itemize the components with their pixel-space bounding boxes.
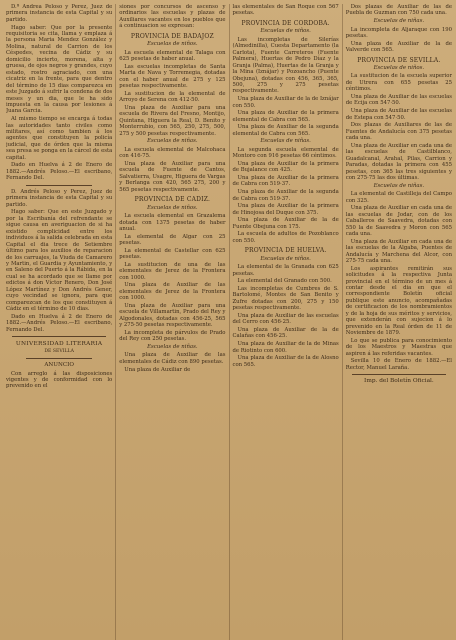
printer-imprint: Imp. del Boletín Oficial. — [364, 378, 434, 385]
section-masthead-sub: DE SEVILLA — [44, 348, 74, 354]
paragraph: Una plaza de Auxiliar de la primera de Hinojosa del Duque con 375. — [232, 203, 339, 216]
subsection-heading: Escuelas de niñas. — [147, 138, 198, 145]
paragraph: Una plaza de Auxiliar de la primera elemental de Cabra con 565. — [232, 110, 339, 123]
province-heading: PROVINCIA DE SEVILLA. — [357, 56, 441, 64]
paragraph: La escuela elemental en Grazalema dotada con 1375 pesetas de haber anual. — [119, 213, 226, 232]
paragraph: Dos plazas de Auxiliares de las de Fuentes de Andalucía con 375 pesetas cada una. — [345, 122, 452, 142]
paragraph: Una plaza de Auxiliar de la de Fuente Obejuna con 175. — [232, 217, 339, 230]
paragraph: Una plaza de Auxiliar de la primera de Bujalance con 425. — [232, 160, 339, 174]
paragraph: Una plaza de Auxiliar para una escuela de Fuente de Cantos, Salvatierra, Usagre, Higuera de Vargas y Berlanga con 420, 565 275, 200 y 565 pesetas respectivamente. — [119, 160, 226, 193]
paragraph: Las incompletas de Silerías (Almedinilla), Cuesta Departamento (la Carlota), Fuente Carreteros (Fuente Palmera), Huertas de Pedro Díaz y la Granja (Palma), Huertas de la Granja y la Mina (Iznájar) y Pozoancho (Puente Obejuna), dotadas con 456, 365, 365, 500, 275 y 275 pesetas respectivamente. — [232, 36, 339, 95]
paragraph: La escuela elemental de Talaga con 625 pesetas de haber anual. — [119, 49, 226, 63]
subsection-heading: Escuelas de niños. — [260, 255, 311, 262]
column-3 — [229, 4, 339, 640]
divider — [12, 336, 106, 337]
paragraph: Una plaza de Auxiliar de la de Alosno con 565. — [232, 355, 339, 368]
paragraph: La sustitucion de una de las elementales de Jerez de la Frontera con 1000. — [119, 261, 226, 281]
paragraph: Dos plazas de Auxiliar de las de Puebla de Guzman con 750 cada una. — [345, 4, 452, 17]
paragraph: Una plaza de Auxiliar para una escuela de Rivera del Fresno, Montijo, Quintana, Higuera la Real, D. Benito y Monterrubio, con 565, 250, 275, 500, 275 y 500 pesetas respectivamente. — [119, 104, 226, 137]
subsection-heading: Escuelas de niños. — [147, 41, 198, 48]
subsection-heading: Escuelas de niñas. — [147, 344, 198, 350]
paragraph: La segunda escuela elemental de Montoro con 916 pesetas 66 céntimos. — [232, 146, 339, 160]
subsection-heading: Escuelas de niños. — [260, 28, 311, 35]
paragraph: Una plaza de Auxiliar de la segunda elemental de Cabra con 565. — [232, 124, 339, 137]
paragraph: Las incompletas de Cumbres de S. Bartolomé, Montes de San Benito y Zufre dotadas con 200, 275 y 150 pesetas respectivamente. — [232, 285, 339, 312]
paragraph: Una plaza de Auxiliar de la de Calañas con 456·25. — [232, 327, 339, 340]
paragraph: La elemental de Algar con 25 pesetas. — [119, 233, 226, 247]
paragraph: Los aspirantes remitirán sus solicitudes á la respectiva Junta provincial en el término de un mes á contar desde el dia en que el correspondiente Boletín oficial publique este anuncio, acompañadas de certificacion de los nombramientos y de la hoja de sus méritos y servicios, que extenderán con sujecion á lo prevenido en la Real órden de 11 de Noviembre de 1879. — [345, 265, 452, 337]
province-heading: PROVINCIA DE CADIZ. — [134, 196, 211, 204]
paragraph: La elemental del Granado con 500. — [237, 278, 332, 285]
province-heading: PROVINCIA DE CORDOBA. — [241, 19, 330, 27]
paragraph: La sustitucion de la escuela superior de Utrera con 655 pesetas 25 céntimos. — [345, 73, 452, 93]
paragraph: La escuela de adultos de Pozoblanco con 550. — [232, 231, 339, 244]
paragraph: Al mismo tiempo se encarga á todas las autoridades tanto civiles como militares, así como tambien á los agentes que constituyen la policía judicial, que de órden que la misma sea presa se ponga en la cárcel de esta capital. — [6, 116, 113, 161]
paragraph: Dado en Huelva á 2 de Enero de 1882.—Andrés Peloso.—El escribano, Fernando Del. — [6, 162, 113, 182]
paragraph: La elemental de la Granada con 625 pesetas. — [232, 264, 339, 277]
paragraph: Dado en Huelva á 2 de Enero de 1882.—Andrés Peloso.—El escribano, Fernando Del. — [6, 313, 113, 333]
anuncio-heading: ANUNCIO — [44, 362, 74, 369]
paragraph: Una plaza de Auxiliar de la de Valverde con 565. — [345, 40, 452, 54]
paragraph: Una plaza de Auxiliar de las escuelas de Estepa con 547·50. — [345, 108, 452, 121]
subsection-heading: Escuelas de niñas. — [373, 18, 425, 25]
paragraph: Una plaza de Auxiliar en cada una de las escuelas de Jodar, con de los Caballeros de Saavedra, dotadas con 550 la de Saavedra y Moron con 565 cada una. — [345, 205, 452, 237]
paragraph: Con arreglo á las disposiciones vigentes y de conformidad con lo prevenido en el — [6, 370, 113, 390]
subsection-heading: Escuelas de niños. — [147, 204, 198, 211]
paragraph: Una plaza de Auxiliar de las escuelas de Ecija con 547·50. — [345, 94, 452, 107]
paragraph: Una plaza de Auxiliar de la primera de Cabra con 519·37. — [232, 175, 339, 188]
paragraph: D. Andrés Peloso y Perez, Juez de primera instancia de esta Capital y su partido. — [6, 188, 113, 208]
divider — [352, 374, 446, 375]
paragraph: Una plaza de Auxiliar de la de Iznájar con 550. — [232, 96, 339, 109]
paragraph: Una plaza de Auxiliar de las elementales de Jerez de la Frontera con 1000. — [119, 282, 226, 302]
paragraph: La incompleta de Aljaraque con 190 pesetas. — [345, 26, 452, 39]
subsection-heading: Escuelas de niños. — [373, 65, 425, 71]
paragraph: La sustitucion de la elemental de Arroyo de Serena con 412·50. — [119, 90, 226, 104]
paragraph: Una plaza de Auxiliar de las elementales de Cádiz con 890 pesetas. — [119, 352, 226, 365]
divider — [26, 185, 92, 186]
paragraph: Una plaza de Auxiliar de la segunda de Cabra con 519·37. — [232, 189, 339, 202]
paragraph: Hago saber: Que en este Juzgado y por la Escribanía del refrendante se sigue causa en averiguacion de si ha existido complicidad entre los individuos á la salida celebrada en esta Capital el dia trece de Setiembre último para los auxilios de reparacion de los carruajes, la Viuda de Camarero y Martin, el Guardia y Ayuntamiento, y en Saleno del Puerto á la Rábida, en la cual se ha acordado que se llame por edictos á don Víctor Renero, Don José López Martínez y Don Andrés Gener, cuyo vecindad se ignora, para que comparezcan de los que constituyen á Cádiz en el término de 10 dias. — [6, 209, 113, 313]
paragraph: siones por concursos de ascenso y ordinarios las escuelas y plazas de Auxiliares vacantes en los pueblos que á continuacion se expresan: — [119, 4, 226, 30]
province-heading: PROVINCIA DE BADAJOZ — [130, 32, 214, 40]
paragraph: Una plaza de Auxiliar para una escuela de Villamartin, Prado del Rey y Algodonales, dotadas con 456·25, 565 y 275·50 pesetas respectivamente. — [119, 302, 226, 329]
paragraph: Una plaza de Auxiliar en cada una de las escuelas de la Algaba, Puentes de Andalucía y Marchena del Alcor, con 275·75 cada una. — [345, 238, 452, 264]
column-1 — [6, 4, 112, 640]
paragraph: La escuela elemental de Malcohaca con 416·75. — [119, 146, 226, 160]
paragraph: La elemental de Castellar con 625 pesetas. — [119, 247, 226, 261]
paragraph: Lo que se publica para conocimiento de los Maestros y Maestras que aspiren á las referidas vacantes. — [345, 337, 452, 357]
paragraph: Las escuelas incompletas de Santa Marta de Nava y Torremegia, dotadas con el haber anual de 275 y 125 pesetas respectivamente. — [119, 63, 226, 90]
paragraph: las elementales de San Roque con 567 pesetas. — [232, 4, 339, 17]
subsection-heading: Escuelas de niñas. — [373, 182, 425, 189]
province-heading: PROVINCIA DE HUELVA. — [244, 247, 327, 255]
paragraph: D.ª Andrea Peloso y Perez, Juez de primera instancia de esta Capital y su partido. — [6, 4, 113, 23]
subsection-heading: Escuelas de niñas. — [260, 138, 311, 145]
divider — [26, 358, 92, 359]
section-masthead: UNIVERSIDAD LITERARIA — [15, 341, 103, 348]
paragraph: La incompleta de párvulos de Prado del Rey con 250 pesetas. — [119, 329, 226, 343]
paragraph: Una plaza de Auxiliar en cada una de las escuelas de Castilblanco, Guadalcanal, Arahal, Pilas, Carrion y Paradas, dotadas la primera con 455 pesetas, con 365 las tres siguientes y con 275·75 las dos últimas. — [345, 142, 452, 181]
column-2 — [115, 4, 225, 640]
paragraph: Una plaza de Auxiliar de — [124, 366, 191, 373]
paragraph: Hago saber: Que por la presente requisitoria se cita, llama y emplaza á la persona Maria Mendez González y Molina, natural de Carrion de los Céspedes, vecina de Cádiz y su domicilio incierto, morena, alta y gruesa, de ojos negros y grandes, cuyo estado, rostro agraciado, con una cicatriz en la frente, para que dentro del término de 15 dias comparezca en este Juzgado á sufrir la condena de dos meses y un dia, que le ha sido impuesta en la causa por lesiones á Juana Garcia. — [6, 24, 113, 115]
paragraph: Sevilla 10 de Enero de 1882.—El Rector, Manuel Laraña. — [345, 358, 452, 371]
paragraph: La elemental de Castilleja del Campo con 325. — [345, 191, 452, 204]
paragraph: Una plaza de Auxiliar de las escuelas del Cerro con 456·25. — [232, 312, 339, 326]
column-4 — [342, 4, 452, 640]
paragraph: Una plaza de Auxiliar de la de Minas de Riotinto con 600. — [232, 341, 339, 354]
